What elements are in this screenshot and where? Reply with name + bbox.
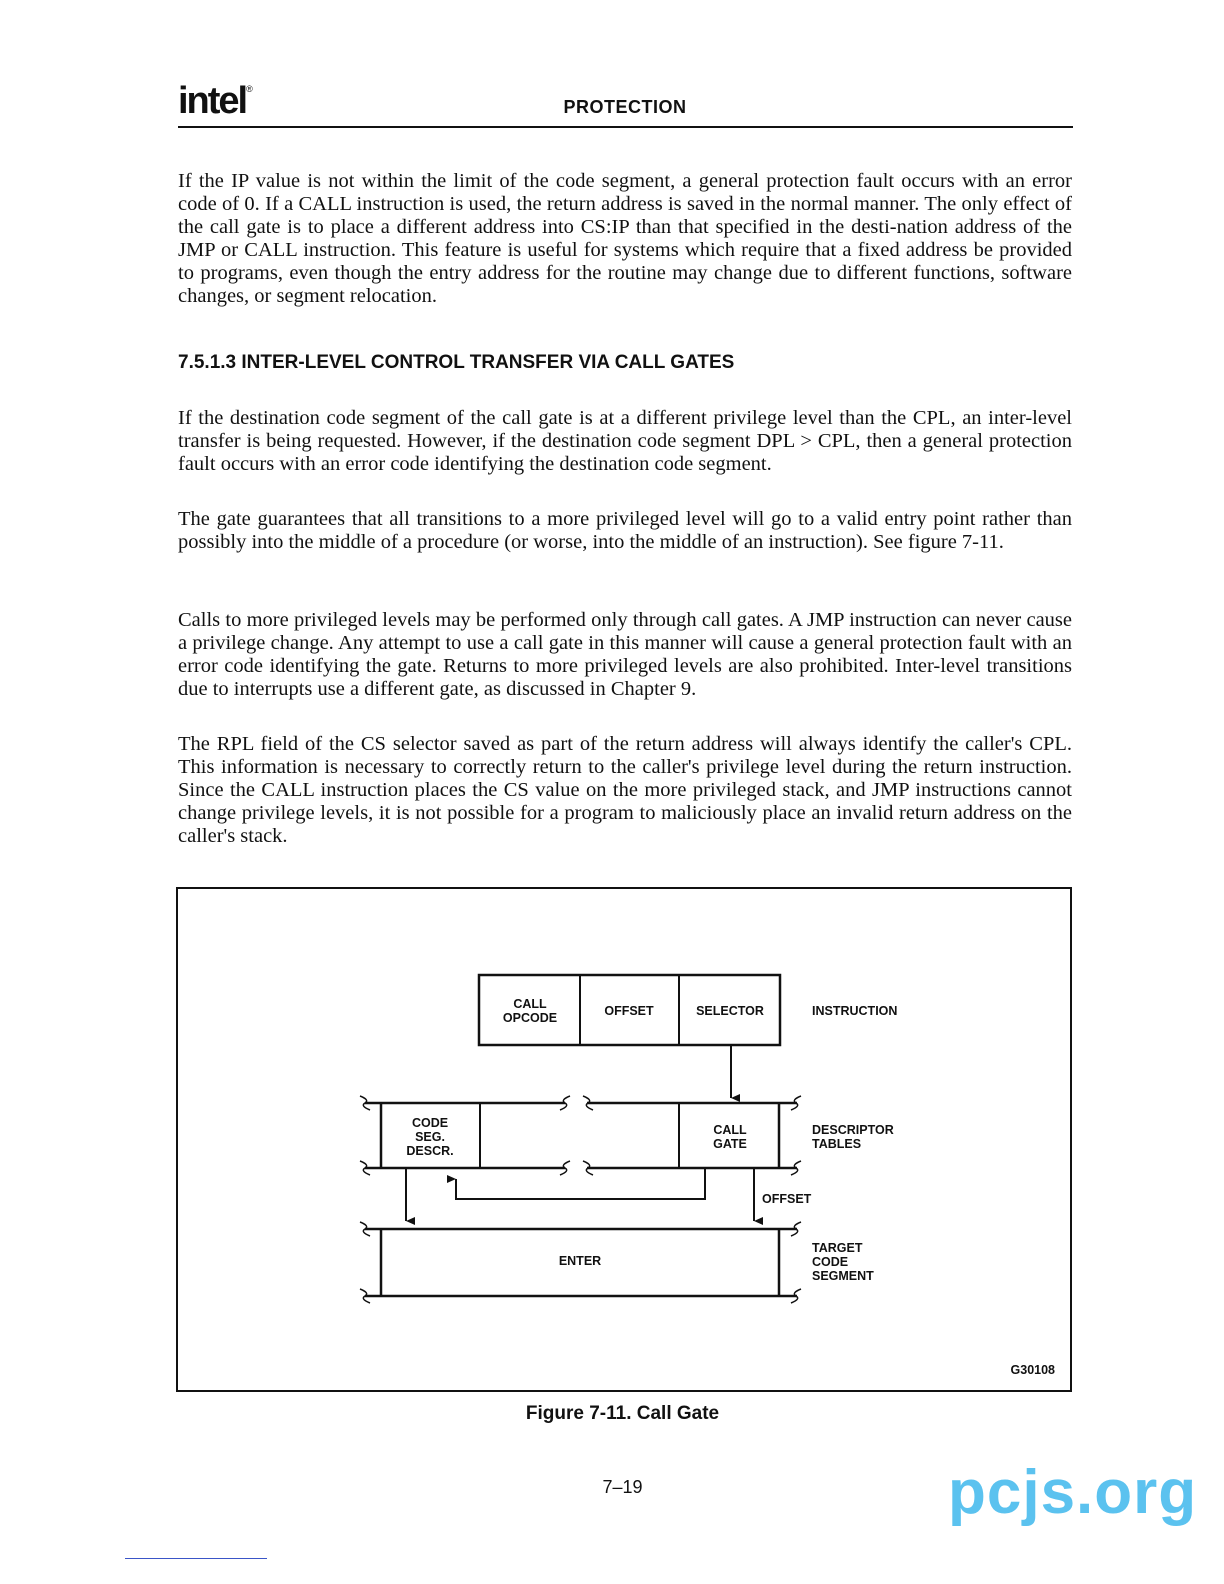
paragraph-rpl-field: The RPL field of the CS selector saved as part of the return address will always identify the caller's CPL. This information is necessary to correctly return to the caller's privilege level during the return instruction. Since the CALL instruction places the CS value on the more privileged stack, and JMP instructions cannot change privilege levels, it is not possible for a program to maliciously place an invalid return address on the caller's stack. bbox=[178, 733, 1072, 847]
intel-logo: intel® bbox=[178, 80, 251, 122]
code-seg-descr-line1: CODE bbox=[411, 1116, 449, 1130]
descriptor-tables-line1: DESCRIPTOR bbox=[812, 1123, 894, 1137]
paragraph-ip-limit: If the IP value is not within the limit of the code segment, a general protection fault occurs with an error code of 0. If a CALL instruction is used, the return address is saved in the normal manner. The only effect of the call gate is to place a different address into CS:IP than that specified in the desti-nation address of the JMP or CALL instruction. This feature is useful for systems which require that a fixed address be provided to programs, even though the entry address for the routine may change due to different functions, software changes, or segment relocation. bbox=[178, 170, 1072, 307]
enter-label: ENTER bbox=[558, 1254, 602, 1268]
code-seg-descr-line2: SEG. bbox=[415, 1130, 445, 1144]
selector-field-label: SELECTOR bbox=[696, 1004, 764, 1018]
page-number: 7–19 bbox=[602, 1477, 643, 1497]
paragraph-inter-level: If the destination code segment of the call gate is at a different privilege level than the CPL, an inter-level transfer is being requested. However, if the destination code segment DPL > CPL, then a general protection fault occurs with an error code identifying the destination code segment. bbox=[178, 407, 1072, 475]
footer-rule bbox=[125, 1558, 267, 1559]
offset-field-label: OFFSET bbox=[604, 1004, 654, 1018]
figure-id: G30108 bbox=[1010, 1363, 1055, 1377]
target-code-segment-line2: CODE bbox=[812, 1255, 849, 1269]
paragraph-privileged-calls: Calls to more privileged levels may be performed only through call gates. A JMP instruction can never cause a privilege change. Any attempt to use a call gate in this manner will cause a general protection fault with an error code identifying the gate. Returns to more privileged levels are also prohibited. Inter-level transitions due to interrupts use a different gate, as discussed in Chapter 9. bbox=[178, 609, 1072, 700]
target-code-segment-line1: TARGET bbox=[812, 1241, 863, 1255]
call-gate-line1: CALL bbox=[713, 1123, 747, 1137]
pcjs-watermark: pcjs.org bbox=[948, 1458, 1198, 1527]
call-gate-line2: GATE bbox=[713, 1137, 747, 1151]
page-header-title: PROTECTION bbox=[563, 97, 687, 117]
descriptor-tables-line2: TABLES bbox=[812, 1137, 862, 1151]
call-opcode-label-line2: OPCODE bbox=[502, 1011, 558, 1025]
code-seg-descr-line3: DESCR. bbox=[406, 1144, 454, 1158]
instruction-label: INSTRUCTION bbox=[812, 1004, 898, 1018]
section-heading: 7.5.1.3 INTER-LEVEL CONTROL TRANSFER VIA CALL GATES bbox=[178, 352, 735, 373]
target-code-segment-line3: SEGMENT bbox=[812, 1269, 874, 1283]
figure-caption: Figure 7-11. Call Gate bbox=[525, 1403, 720, 1424]
gate-to-descriptor-arrow bbox=[456, 1168, 705, 1199]
call-opcode-label-line1: CALL bbox=[513, 997, 547, 1011]
paragraph-gate-guarantee: The gate guarantees that all transitions to a more privileged level will go to a valid entry point rather than possibly into the middle of a procedure (or worse, into the middle of an instruction). See figure 7-11. bbox=[178, 508, 1072, 553]
offset-label: OFFSET bbox=[762, 1192, 812, 1206]
